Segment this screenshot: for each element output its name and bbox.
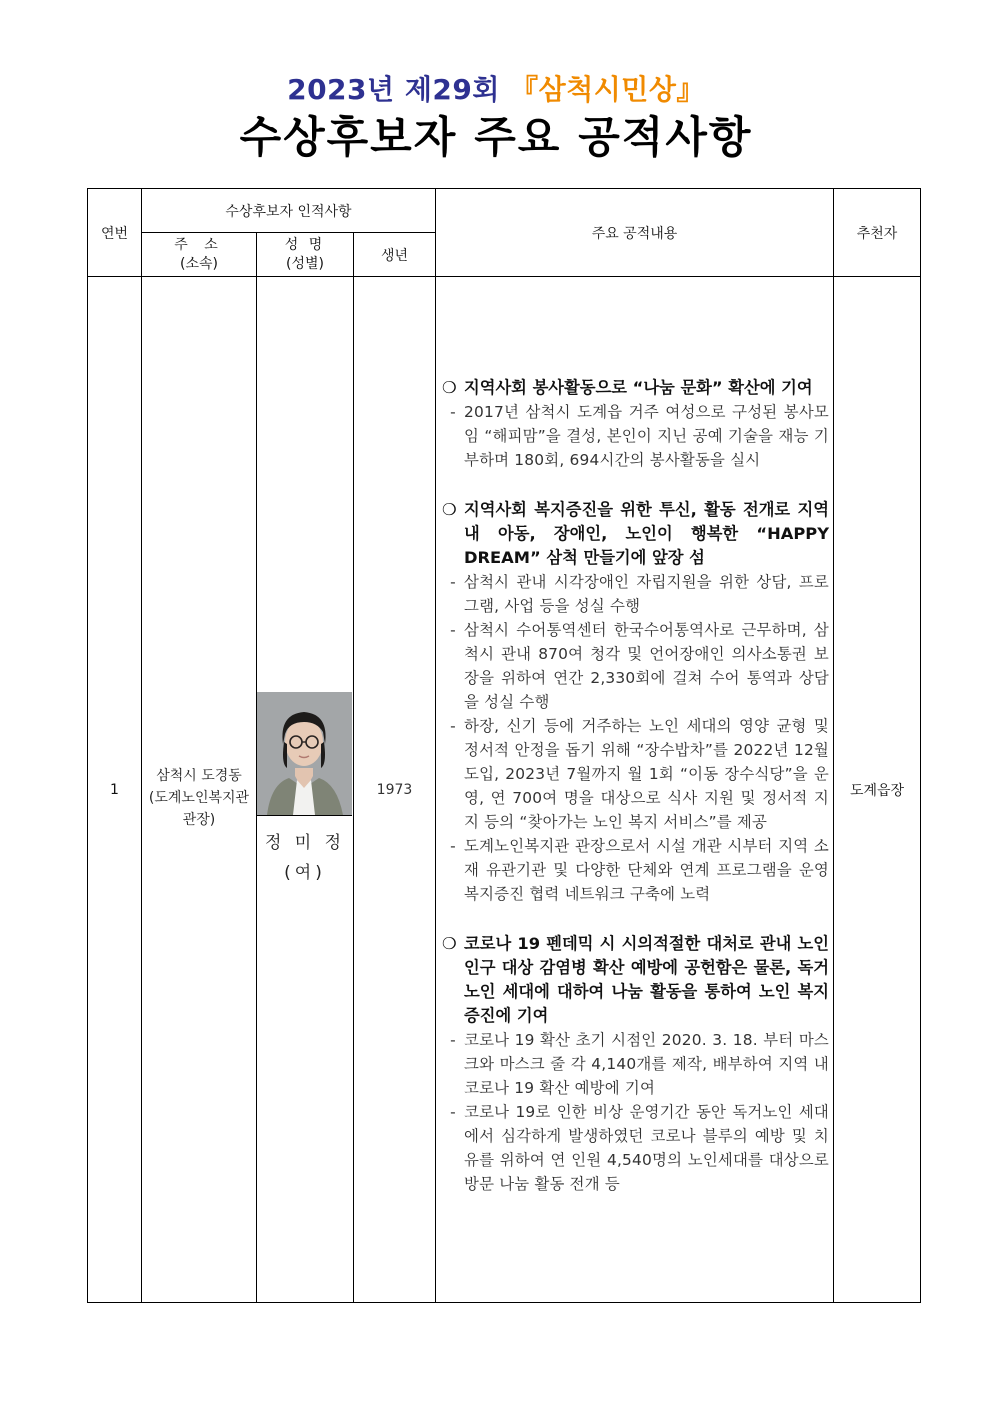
dash-bullet: - [450, 836, 456, 855]
achievement-item-text: 하장, 신기 등에 거주하는 노인 세대의 영양 균형 및 정서적 안정을 돕기 위해 “장수밥차”를 2022년 12월 도입, 2023년 7월까지 월 1회 “이동 장수식당”을 운영, 연 700여 명을 대상으로 식사 지원 및 정서적 지지 등의 “찾아가는 노인 복지 서비스”를 제공 [464, 716, 829, 831]
achievement-item [442, 834, 829, 906]
title-award-name: 『삼척시민상』 [510, 73, 705, 106]
header-recommender: 추천자 [834, 189, 921, 277]
achievement-item-text: 삼척시 수어통역센터 한국수어통역사로 근무하며, 삼척시 관내 870여 청각 및 언어장애인 의사소통권 보장을 위하여 연간 2,330회에 걸쳐 수어 통역과 상담을 성실 수행 [464, 620, 829, 711]
header-achievements: 주요 공적내용 [436, 189, 834, 277]
candidate-gender: (여) [284, 862, 326, 883]
candidate-address: 삼척시 도경동 [156, 767, 242, 784]
achievements-cell [436, 277, 834, 1303]
circle-bullet-icon: ❍ [442, 499, 457, 519]
title-year-round: 2023년 제29회 [287, 73, 500, 106]
header-address-sub: (소속) [180, 255, 218, 272]
achievement-item [442, 400, 829, 472]
header-name-sub: (성별) [286, 255, 324, 272]
achievement-heading [442, 498, 829, 570]
achievement-item-text: 삼척시 관내 시각장애인 자립지원을 위한 상담, 프로그램, 사업 등을 성실 수행 [464, 572, 829, 615]
achievement-item [442, 1028, 829, 1100]
header-address-label: 주 소 [174, 236, 224, 253]
achievement-block [442, 376, 829, 472]
achievement-heading-text: 코로나 19 펜데믹 시 시의적절한 대처로 관내 노인인구 대상 감염병 확산 예방에 공헌함은 물론, 독거 노인 세대에 대하여 나눔 활동을 통하여 노인 복지 증진에 기여 [464, 933, 829, 1025]
dash-bullet: - [450, 572, 456, 591]
candidate-address-cell [142, 277, 257, 1303]
dash-bullet: - [450, 1102, 456, 1121]
circle-bullet-icon: ❍ [442, 933, 457, 953]
achievement-block [442, 932, 829, 1196]
circle-bullet-icon: ❍ [442, 377, 457, 397]
header-name [257, 233, 354, 277]
achievement-heading [442, 932, 829, 1028]
candidate-affiliation: (도계노인복지관 관장) [148, 789, 250, 828]
document-title: 수상후보자 주요 공적사항 [239, 113, 753, 163]
header-name-label: 성 명 [284, 236, 326, 253]
header-number: 연번 [88, 189, 142, 277]
row-number: 1 [88, 277, 142, 1303]
header-birth-year: 생년 [354, 233, 436, 277]
recommender: 도계읍장 [834, 277, 921, 1303]
candidate-name-cell [257, 277, 354, 1303]
achievement-item [442, 714, 829, 834]
achievement-item-text: 코로나 19로 인한 비상 운영기간 동안 독거노인 세대에서 심각하게 발생하였던 코로나 블루의 예방 및 치유를 위하여 연 인원 4,540명의 노인세대를 대상으로 방문 나눔 활동 전개 등 [464, 1102, 829, 1193]
achievement-item-text: 2017년 삼척시 도계읍 거주 여성으로 구성된 봉사모임 “해피맘”을 결성, 본인이 지닌 공예 기술을 재능 기부하며 180회, 694시간의 봉사활동을 실시 [464, 402, 829, 469]
candidate-birth-year: 1973 [354, 277, 436, 1303]
achievement-item [442, 1100, 829, 1196]
dash-bullet: - [450, 620, 456, 639]
achievement-item [442, 618, 829, 714]
achievement-heading [442, 376, 829, 400]
candidate-name-block [257, 816, 353, 888]
candidate-photo [257, 692, 352, 816]
achievement-heading-text: 지역사회 복지증진을 위한 투신, 활동 전개로 지역 내 아동, 장애인, 노인이 행복한 “HAPPY DREAM” 삼척 만들기에 앞장 섬 [464, 499, 829, 567]
achievement-item-text: 코로나 19 확산 초기 시점인 2020. 3. 18. 부터 마스크와 마스크 줄 각 4,140개를 제작, 배부하여 지역 내 코로나 19 확산 예방에 기여 [464, 1030, 829, 1097]
achievement-item-text: 도계노인복지관 관장으로서 시설 개관 시부터 지역 소재 유관기관 및 다양한 단체와 연계 프로그램을 운영 복지증진 협력 네트워크 구축에 노력 [464, 836, 829, 903]
achievement-block [442, 498, 829, 906]
table-row [88, 277, 921, 1303]
achievement-item [442, 570, 829, 618]
achievements-table [87, 188, 921, 1303]
achievement-heading-text: 지역사회 봉사활동으로 “나눔 문화” 확산에 기여 [464, 377, 813, 397]
header-address [142, 233, 257, 277]
dash-bullet: - [450, 716, 456, 735]
dash-bullet: - [450, 1030, 456, 1049]
portrait-image [257, 692, 352, 815]
header-candidate-info: 수상후보자 인적사항 [142, 189, 436, 233]
dash-bullet: - [450, 402, 456, 421]
candidate-name: 정 미 정 [264, 832, 346, 853]
document-subtitle [0, 68, 992, 108]
